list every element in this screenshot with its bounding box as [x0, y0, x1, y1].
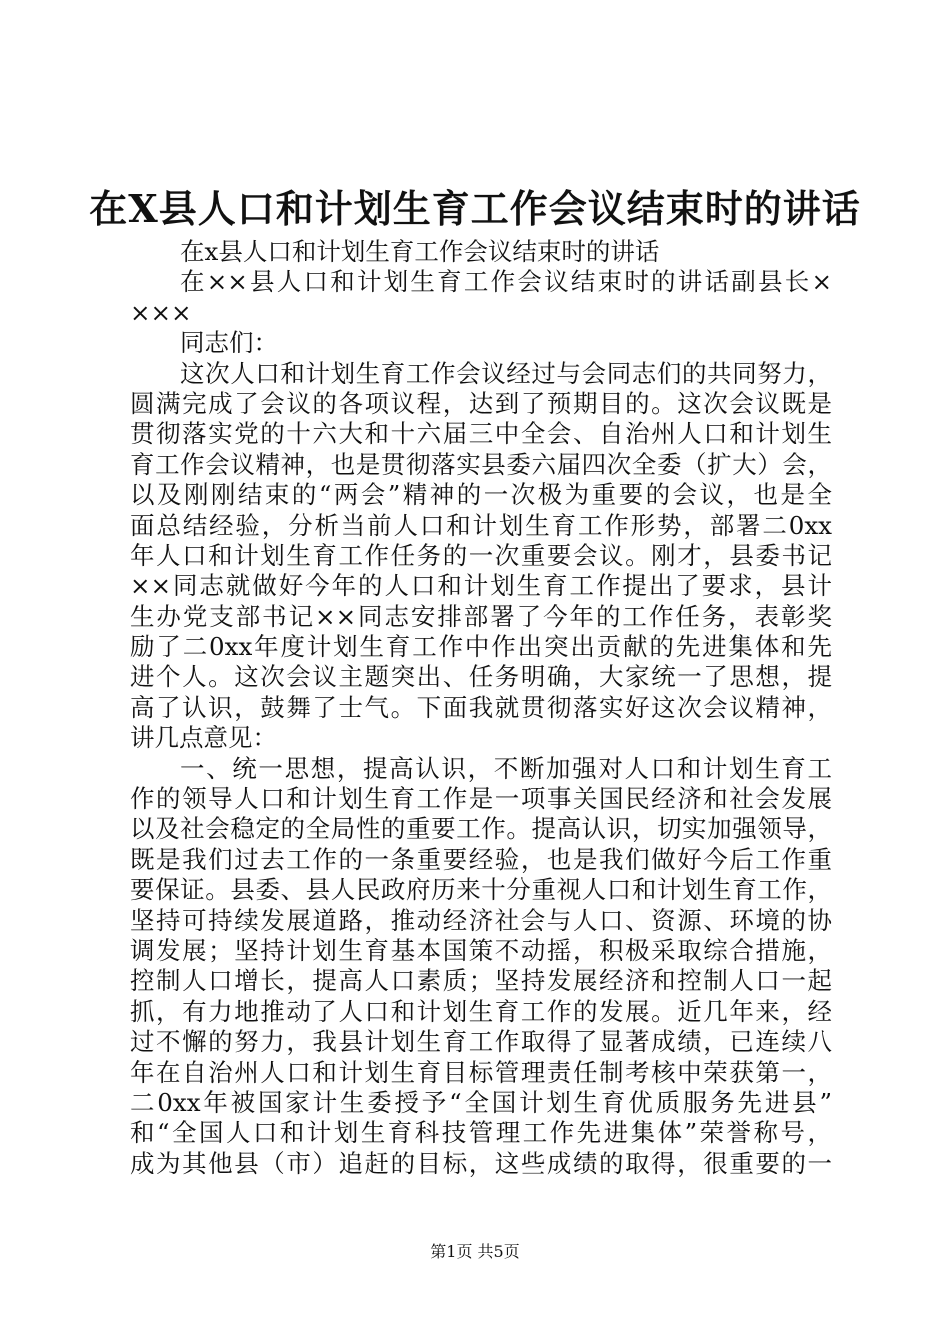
body-line: 二0xx年被国家计生委授予“全国计划生育优质服务先进县”: [130, 1087, 832, 1117]
body-line: 和“全国人口和计划生育科技管理工作先进集体”荣誉称号，: [130, 1118, 832, 1148]
page-footer: 第1页 共5页: [430, 1242, 520, 1261]
body-line: 育工作会议精神，也是贯彻落实县委六届四次全委（扩大）会，: [130, 449, 832, 479]
body-line: 同志们：: [180, 328, 278, 358]
body-line: 过不懈的努力，我县计划生育工作取得了显著成绩，已连续八: [130, 1027, 832, 1057]
body-line: 高了认识，鼓舞了士气。下面我就贯彻落实好这次会议精神，: [130, 692, 832, 722]
body-line: 圆满完成了会议的各项议程，达到了预期目的。这次会议既是: [130, 388, 832, 418]
body-line: 励了二0xx年度计划生育工作中作出突出贡献的先进集体和先: [130, 632, 832, 662]
body-line: 抓，有力地推动了人口和计划生育工作的发展。近几年来，经: [130, 996, 832, 1026]
body-line: 生办党支部书记××同志安排部署了今年的工作任务，表彰奖: [130, 601, 832, 631]
body-line: 成为其他县（市）追赶的目标，这些成绩的取得，很重要的一: [130, 1148, 832, 1178]
body-line: 以及社会稳定的全局性的重要工作。提高认识，切实加强领导，: [130, 814, 832, 844]
document-title: 在X县人口和计划生育工作会议结束时的讲话: [89, 186, 861, 231]
document-body: [130, 237, 832, 1179]
body-line: 要保证。县委、县人民政府历来十分重视人口和计划生育工作，: [130, 875, 832, 905]
body-line: 调发展；坚持计划生育基本国策不动摇，积极采取综合措施，: [130, 935, 832, 965]
body-line: 既是我们过去工作的一条重要经验，也是我们做好今后工作重: [130, 844, 832, 874]
body-line: 讲几点意见：: [130, 723, 277, 753]
body-line: 贯彻落实党的十六大和十六届三中全会、自治州人口和计划生: [130, 419, 832, 449]
body-line: 年人口和计划生育工作任务的一次重要会议。刚才，县委书记: [130, 540, 832, 570]
body-line: ××同志就做好今年的人口和计划生育工作提出了要求，县计: [130, 571, 832, 601]
body-line: 一、统一思想，提高认识，不断加强对人口和计划生育工: [180, 753, 832, 783]
body-line: 这次人口和计划生育工作会议经过与会同志们的共同努力，: [180, 358, 832, 388]
body-line: 进个人。这次会议主题突出、任务明确，大家统一了思想，提: [130, 662, 832, 692]
body-line: 作的领导人口和计划生育工作是一项事关国民经济和社会发展: [130, 784, 832, 814]
body-line: ×××: [130, 297, 192, 327]
body-line: 坚持可持续发展道路，推动经济社会与人口、资源、环境的协: [130, 905, 832, 935]
body-line: 面总结经验，分析当前人口和计划生育工作形势，部署二0xx: [130, 510, 832, 540]
body-line: 控制人口增长，提高人口素质；坚持发展经济和控制人口一起: [130, 966, 832, 996]
body-line: 在x县人口和计划生育工作会议结束时的讲话: [180, 237, 660, 266]
body-line: 以及刚刚结束的“两会”精神的一次极为重要的会议，也是全: [130, 480, 832, 510]
body-line: 在××县人口和计划生育工作会议结束时的讲话副县长×: [180, 267, 832, 297]
body-line: 年在自治州人口和计划生育目标管理责任制考核中荣获第一，: [130, 1057, 832, 1087]
